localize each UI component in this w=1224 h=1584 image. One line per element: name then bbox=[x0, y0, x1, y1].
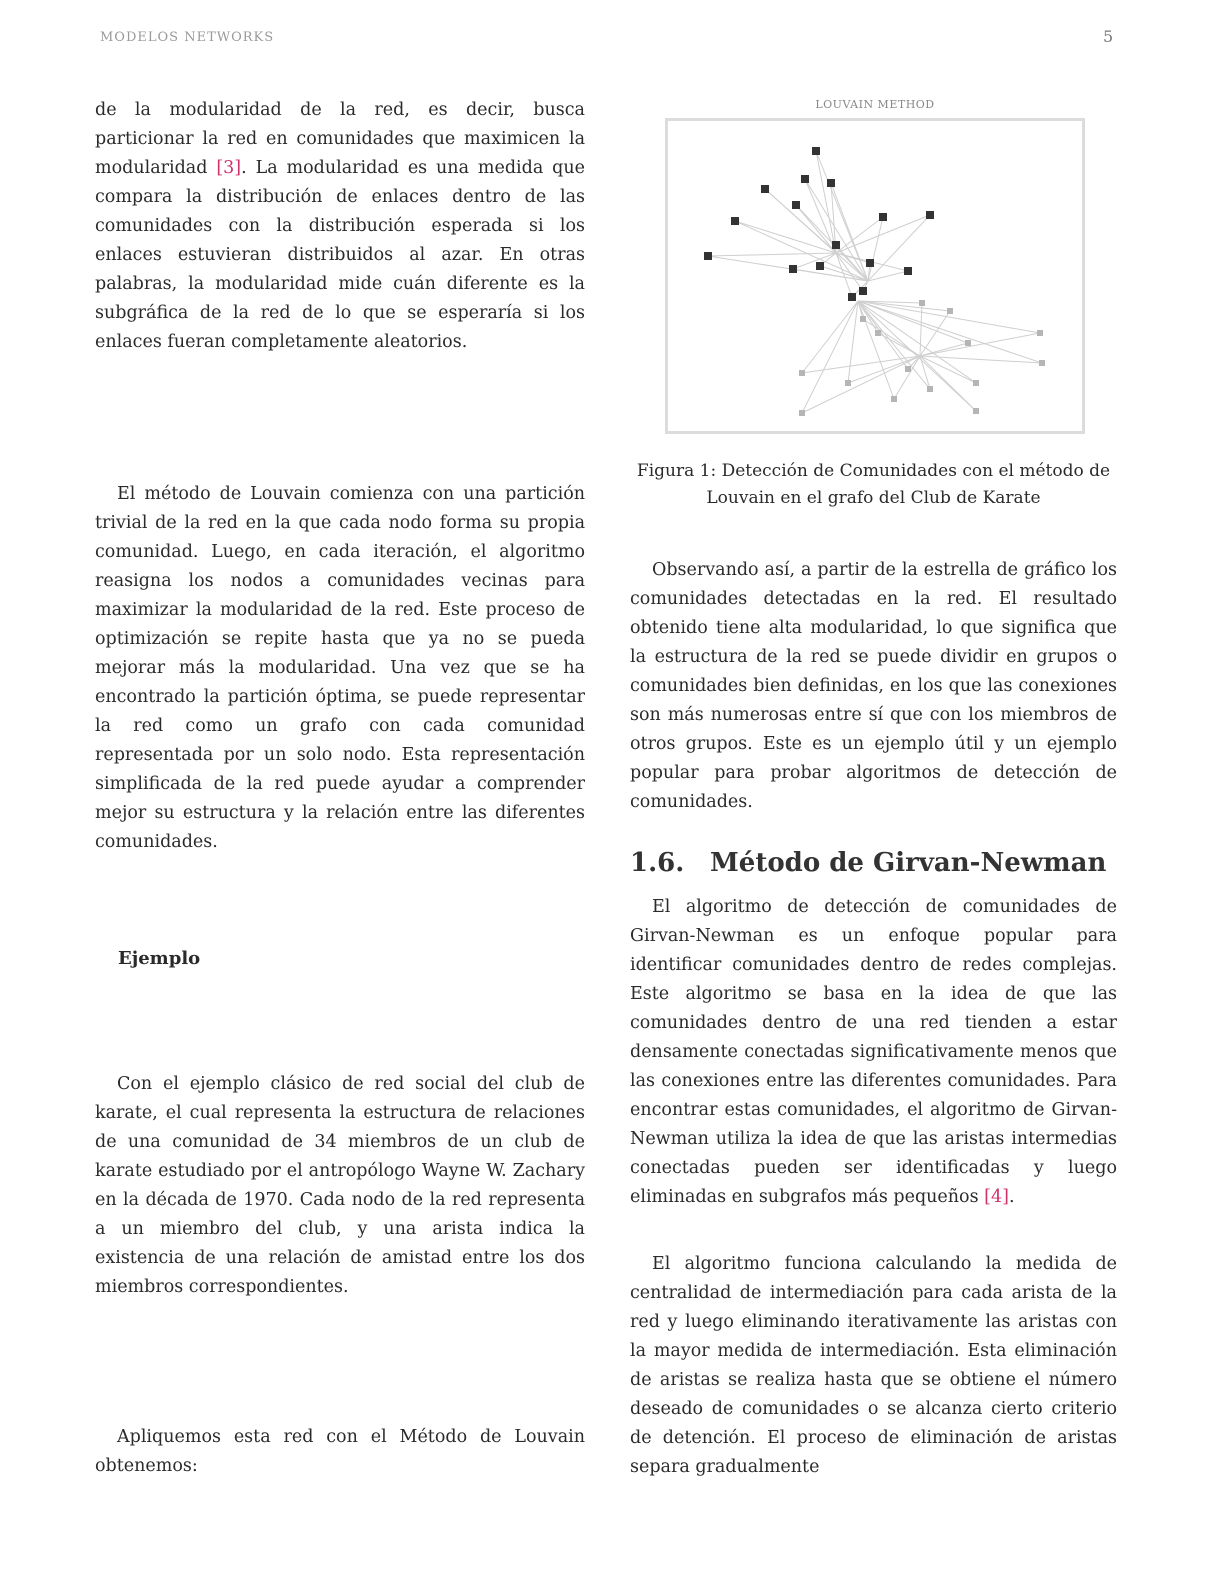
graph-node bbox=[1037, 330, 1043, 336]
graph-node bbox=[947, 308, 953, 314]
left-column-apply bbox=[95, 1423, 585, 1481]
citation-link[interactable]: [4] bbox=[984, 1187, 1009, 1207]
graph-node bbox=[704, 252, 712, 260]
paragraph-apply: Apliquemos esta red con el Método de Louvain obtenemos: bbox=[95, 1427, 585, 1476]
graph-node bbox=[848, 293, 856, 301]
graph-node bbox=[789, 265, 797, 273]
graph-node bbox=[799, 410, 805, 416]
graph-edge bbox=[805, 179, 868, 281]
graph-edge bbox=[868, 271, 908, 281]
graph-edge bbox=[793, 253, 836, 269]
graph-node bbox=[801, 175, 809, 183]
graph-edge bbox=[708, 253, 836, 256]
graph-node bbox=[973, 380, 979, 386]
graph-node bbox=[875, 330, 881, 336]
graph-node bbox=[919, 300, 925, 306]
figure-caption: Figura 1: Detección de Comunidades con el método de Louvain en el grafo del Club de Karate bbox=[636, 461, 1111, 508]
graph-node bbox=[973, 408, 979, 414]
left-column-example bbox=[95, 1070, 585, 1302]
graph-node bbox=[866, 259, 874, 267]
graph-edge bbox=[858, 301, 1040, 333]
graph-node bbox=[879, 213, 887, 221]
section-heading bbox=[630, 848, 1106, 878]
graph-edge bbox=[858, 301, 976, 383]
graph-edge bbox=[858, 301, 908, 369]
graph-node bbox=[816, 262, 824, 270]
graph-edge bbox=[802, 301, 858, 373]
graph-edge bbox=[848, 301, 858, 383]
figure bbox=[665, 98, 1085, 434]
paragraph-karate: Con el ejemplo clásico de red social del club de karate, el cual representa la estructura de relaciones de una comunidad de 34 miembros de un club de karate estudiado por el antropólogo Wayne W. Zachary en la década de 1970. Cada nodo de la red representa a un miembro del club, y una arista indica la existencia de una relación de amistad entre los dos miembros correspondientes. bbox=[95, 1074, 585, 1297]
graph-edge bbox=[920, 356, 976, 383]
graph-node bbox=[1039, 360, 1045, 366]
graph-node bbox=[832, 241, 840, 249]
paragraph-algorithm: El algoritmo funciona calculando la medida de centralidad de intermediación para cada arista de la red y luego eliminando iterativamente las aristas con la mayor medida de intermediación. Esta eliminación de aristas se realiza hasta que se obtiene el número deseado de comunidades o se alcanza cierto criterio de detención. El proceso de eliminación de aristas separa gradualmente bbox=[630, 1254, 1117, 1477]
graph-edge bbox=[920, 303, 922, 356]
right-column-observation bbox=[630, 556, 1117, 817]
paragraph-text: de la modularidad de la red, es decir, busca particionar la red en comunidades que maximicen la modularidad bbox=[95, 100, 585, 178]
graph-node bbox=[845, 380, 851, 386]
graph-edge bbox=[735, 221, 836, 253]
graph-node bbox=[731, 217, 739, 225]
paragraph-modularity bbox=[95, 96, 585, 357]
graph-edge bbox=[920, 333, 1040, 356]
graph-node bbox=[827, 179, 835, 187]
graph-node bbox=[859, 287, 867, 295]
graph-node bbox=[904, 267, 912, 275]
network-graph bbox=[668, 121, 1082, 431]
paragraph-text: El algoritmo de detección de comunidades de Girvan-Newman es un enfoque popular para identificar comunidades dentro de redes complejas. Este algoritmo se basa en la idea de que las comunidades dentro de una red tienden a estar densamente conectadas significativamente menos que las conexiones entre las diferentes comunidades. Para encontrar estas comunidades, el algoritmo de Girvan-Newman utiliza la idea de que las aristas intermedias conectadas pueden ser identificadas y luego eliminadas en subgrafos más pequeños bbox=[630, 897, 1117, 1207]
right-column-algorithm bbox=[630, 1250, 1117, 1482]
graph-node bbox=[799, 370, 805, 376]
section-number: 1.6. bbox=[630, 848, 685, 878]
graph-edge bbox=[796, 205, 836, 253]
graph-node bbox=[792, 201, 800, 209]
graph-edge bbox=[802, 301, 858, 413]
graph-node bbox=[905, 366, 911, 372]
graph-node bbox=[927, 386, 933, 392]
graph-edge bbox=[858, 301, 930, 389]
graph-node bbox=[812, 147, 820, 155]
paragraph-louvain: El método de Louvain comienza con una partición trivial de la red en la que cada nodo forma su propia comunidad. Luego, en cada iteración, el algoritmo reasigna los nodos a comunidades vecinas para maximizar la modularidad de la red. Este proceso de optimización se repite hasta que ya no se pueda mejorar más la modularidad. Una vez que se ha encontrado la partición óptima, se puede representar la red como un grafo con cada comunidad representada por un solo nodo. Esta representación simplificada de la red puede ayudar a comprender mejor su estructura y la relación entre las diferentes comunidades. bbox=[95, 484, 585, 852]
paragraph-text: . La modularidad es una medida que compara la distribución de enlaces dentro de las comunidades con la distribución esperada si los enlaces estuvieran distribuidos al azar. En otras palabras, la modularidad mide cuán diferente es la subgráfica de la red de lo que se esperaría si los enlaces fueran completamente aleatorios. bbox=[95, 158, 585, 352]
graph-node bbox=[926, 211, 934, 219]
graph-edge bbox=[858, 301, 976, 411]
paragraph-text: . bbox=[1008, 1187, 1015, 1207]
paragraph-girvan-newman bbox=[630, 893, 1117, 1212]
paragraph-observation: Observando así, a partir de la estrella de gráfico los comunidades detectadas en la red. El resultado obtenido tiene alta modularidad, lo que significa que la estructura de la red se puede dividir en grupos o comunidades bien definidas, en los que las conexiones son más numerosas entre sí que con los miembros de otros grupos. Este es un ejemplo útil y un ejemplo popular para probar algoritmos de detección de comunidades. bbox=[630, 560, 1117, 812]
citation-link[interactable]: [3] bbox=[216, 158, 242, 178]
graph-edge bbox=[868, 215, 930, 281]
left-column-louvain bbox=[95, 480, 585, 857]
page-number: 5 bbox=[1103, 27, 1114, 46]
left-column bbox=[95, 96, 585, 357]
graph-edge bbox=[858, 301, 894, 399]
figure-title: LOUVAIN METHOD bbox=[815, 98, 935, 111]
network-graph-frame bbox=[665, 118, 1085, 434]
section-title: Método de Girvan-Newman bbox=[710, 848, 1107, 878]
running-head: MODELOS NETWORKS bbox=[100, 30, 275, 45]
graph-node bbox=[860, 316, 866, 322]
graph-node bbox=[761, 185, 769, 193]
graph-node bbox=[965, 340, 971, 346]
graph-node bbox=[891, 396, 897, 402]
right-column-girvan bbox=[630, 893, 1117, 1212]
subheading-example: Ejemplo bbox=[118, 948, 201, 969]
